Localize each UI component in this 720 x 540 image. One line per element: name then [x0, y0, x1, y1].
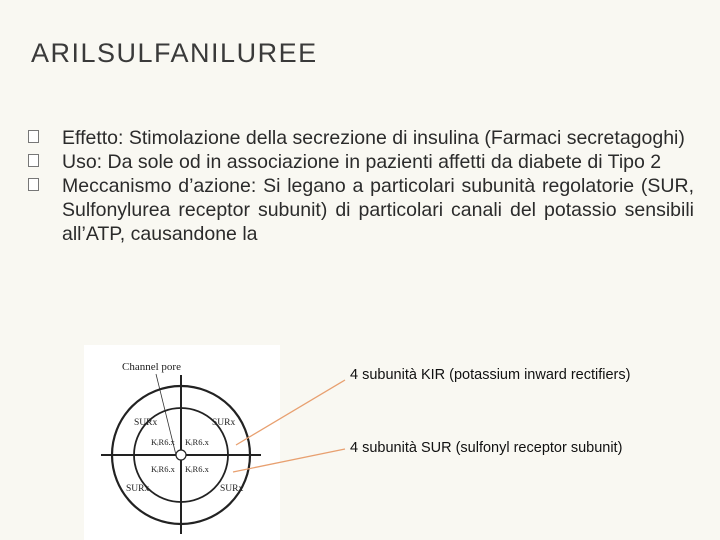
kir-label: KᵢR6.x	[151, 437, 175, 447]
square-bullet-icon	[28, 154, 39, 167]
bullet-text: Uso: Da sole od in associazione in pazienti affetti da diabete di Tipo 2	[62, 151, 662, 173]
sur-label: SURx	[212, 418, 236, 428]
slide-title: ARILSULFANILUREE	[31, 38, 318, 68]
kir-label: KᵢR6.x	[185, 464, 209, 474]
kir-label: KᵢR6.x	[151, 464, 175, 474]
channel-pore	[176, 450, 186, 460]
sur-label: SURx	[134, 418, 158, 428]
sur-label: SURx	[220, 484, 244, 494]
square-bullet-icon	[28, 130, 39, 143]
bullet-uso	[28, 150, 694, 174]
bullet-effetto	[28, 126, 694, 150]
channel-pore-label: Channel pore	[122, 361, 181, 373]
bullet-text: Effetto: Stimolazione della secrezione di insulina (Farmaci secretagoghi)	[62, 127, 685, 149]
sur-label: SURx	[126, 484, 150, 494]
sur-annotation: 4 subunità SUR (sulfonyl receptor subunit)	[350, 440, 623, 456]
bullet-meccanismo	[28, 174, 694, 246]
square-bullet-icon	[28, 178, 39, 191]
bullet-text: Meccanismo d’azione: Si legano a particolari subunità regolatorie (SUR, Sulfonylurea receptor subunit) di particolari canali del potassio sensibili all’ATP, causandone la	[62, 175, 694, 245]
kir-label: KᵢR6.x	[185, 437, 209, 447]
katp-channel-diagram	[84, 345, 280, 540]
kir-annotation: 4 subunità KIR (potassium inward rectifiers)	[350, 367, 631, 383]
bullet-list	[28, 126, 694, 246]
